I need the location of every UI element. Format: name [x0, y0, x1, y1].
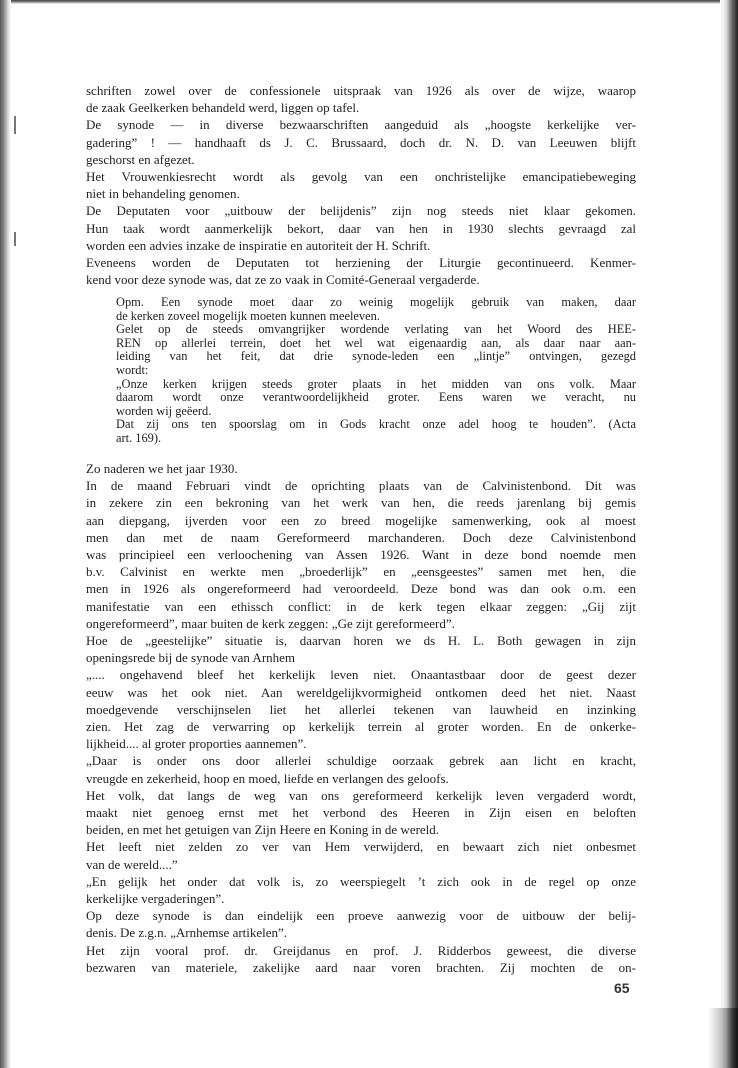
- text-line: gadering” ! — handhaaft ds J. C. Brussaard, doch dr. N. D. van Leeuwen blijft: [86, 134, 636, 150]
- note-line: „Onze kerken krijgen steeds groter plaats in het midden van ons volk. Maar: [116, 376, 636, 391]
- text-line: b.v. Calvinist en werkte men „broederlijk” en „eensgeestes” samen met hen, die: [86, 564, 636, 580]
- text-line: In de maand Februari vindt de oprichting plaats van de Calvinistenbond. Dit was: [86, 478, 636, 494]
- text-line: de zaak Geelkerken behandeld werd, liggen op tafel.: [86, 100, 360, 116]
- text-line: „En gelijk het onder dat volk is, zo weerspiegelt ’t zich ook in de regel op onze: [86, 873, 636, 889]
- text-line: Op deze synode is dan eindelijk een proeve aanwezig voor de uitbouw der belij-: [86, 908, 636, 924]
- text-line: ongereformeerd”, maar buiten de kerk zeggen: „Ge zijt gereformeerd”.: [86, 615, 455, 631]
- text-line: denis. De z.g.n. „Arnhemse artikelen”.: [86, 925, 288, 941]
- text-line: beiden, en met het getuigen van Zijn Heere en Koning in de wereld.: [86, 822, 440, 838]
- text-line: Het volk, dat langs de weg van ons gereformeerd kerkelijk leven vergaderd wordt,: [86, 787, 636, 803]
- text-line: bezwaren van materiele, zakelijke aard naar voren brachten. Zij mochten de on-: [86, 959, 636, 975]
- text-line: Hun taak wordt aanmerkelijk bekort, daar van hen in 1930 slechts gevraagd zal: [86, 220, 636, 236]
- text-line: schriften zowel over de confessionele uitspraak van 1926 als over de wijze, waarop: [86, 83, 636, 98]
- text-line: „.... ongehavend bleef het kerkelijk leven niet. Onaantastbaar door de geest dezer: [86, 667, 636, 683]
- text-line: openingsrede bij de synode van Arnhem: [86, 650, 296, 666]
- note-line: Opm. Een synode moet daar zo weinig mogelijk gebruik van maken, daar: [116, 295, 636, 309]
- margin-mark: [14, 232, 16, 246]
- text-line: geschorst en afgezet.: [86, 151, 195, 167]
- text-line: men dan met de naam Gereformeerd marchanderen. Doch deze Calvinistenbond: [86, 529, 636, 545]
- scan-edge-top: [0, 0, 738, 4]
- note-line: wordt:: [116, 362, 149, 377]
- text-line: vreugde en zekerheid, hoop en moed, liefde en verlangen des geloofs.: [86, 770, 449, 786]
- note-line: art. 169).: [116, 430, 162, 445]
- text-line: kend voor deze synode was, dat ze zo vaak in Comité-Generaal vergaderde.: [86, 272, 480, 288]
- text-line: manifestatie van een ethissch conflict: in de kerk tegen elkaar zeggen: „Gij zijt: [86, 598, 636, 614]
- scan-edge-left: [0, 0, 11, 1068]
- text-line: in zekere zin een bekroning van het werk van hen, die reeds jarenlang bij gemis: [86, 495, 636, 511]
- paragraph-calvinistenbond: [86, 460, 636, 976]
- text-line: kerkelijke vergaderingen”.: [86, 891, 225, 907]
- note-line: leiding van het feit, dat drie synode-leden een „lintje” ontvingen, gezegd: [116, 349, 636, 364]
- text-line: De Deputaten voor „uitbouw der belijdenis” zijn nog steeds niet klaar gekomen.: [86, 203, 636, 219]
- note-line: Gelet op de steeds omvangrijker wordende verlating van het Woord des HEE-: [116, 322, 636, 337]
- note-line: worden wij geëerd.: [116, 403, 212, 418]
- text-line: eeuw was het ook niet. Aan wereldgelijkvormigheid ontkomen deed het niet. Naast: [86, 684, 636, 700]
- note-line: daarom wordt onze verantwoordelijkheid groter. Eens waren we veracht, nu: [116, 390, 636, 405]
- text-line: „Daar is onder ons door allerlei schuldige oorzaak gebrek aan licht en kracht,: [86, 753, 636, 769]
- text-line: worden een advies inzake de inspiratie en autoriteit der H. Schrift.: [86, 237, 431, 253]
- note-line: REN op allerlei terrein, doet het wel wat eigenaardig aan, als daar naar aan-: [116, 335, 636, 350]
- text-line: van de wereld....”: [86, 856, 178, 872]
- text-line: Zo naderen we het jaar 1930.: [86, 461, 238, 476]
- text-line: maakt niet genoeg ernst met het verbond des Heeren in Zijn eisen en beloften: [86, 805, 636, 821]
- text-line: Eveneens worden de Deputaten tot herziening der Liturgie gecontinueerd. Kenmer-: [86, 255, 636, 271]
- text-line: Het leeft niet zelden zo ver van Hem verwijderd, en bewaart zich niet onbesmet: [86, 839, 636, 855]
- text-line: lijkheid.... al groter proporties aannemen”.: [86, 736, 307, 752]
- text-line: zien. Het zag de verwarring op kerkelijk terrein al groter worden. En de onkerke-: [86, 719, 636, 735]
- text-line: Hoe de „geestelijke” situatie is, daarvan horen we ds H. L. Both gewagen in zijn: [86, 633, 636, 649]
- text-line: Het zijn vooral prof. dr. Greijdanus en prof. J. Ridderbos geweest, die diverse: [86, 942, 636, 958]
- text-line: men in 1926 als ongereformeerd had veroordeeld. Deze bond was dan ook o.m. een: [86, 581, 636, 597]
- text-line: was principieel een verloochening van Assen 1926. Want in deze bond noemde men: [86, 547, 636, 563]
- note-line: Dat zij ons ten spoorslag om in Gods kracht onze adel hoog te houden”. (Acta: [116, 417, 636, 432]
- note-line: de kerken zoveel mogelijk moeten kunnen meeleven.: [116, 308, 380, 323]
- opmerking-note: [116, 296, 636, 446]
- text-line: Het Vrouwenkiesrecht wordt als gevolg van een onchristelijke emancipatiebeweging: [86, 169, 636, 185]
- text-line: niet in behandeling genomen.: [86, 186, 240, 202]
- scan-edge-right: [720, 0, 738, 1068]
- text-line: De synode — in diverse bezwaarschriften aangeduid als „hoogste kerkelijke ver-: [86, 117, 636, 133]
- paragraph-synode-1928: [86, 82, 636, 288]
- text-line: moedgevende verschijnselen liet het allerlei tekenen van lauwheid en inzinking: [86, 701, 636, 717]
- text-line: aan diepgang, ijverden voor een zo breed mogelijke samenwerking, ook al moest: [86, 512, 636, 528]
- margin-mark: [14, 116, 16, 134]
- scan-shadow: [708, 1008, 738, 1068]
- page-number: 65: [614, 980, 630, 996]
